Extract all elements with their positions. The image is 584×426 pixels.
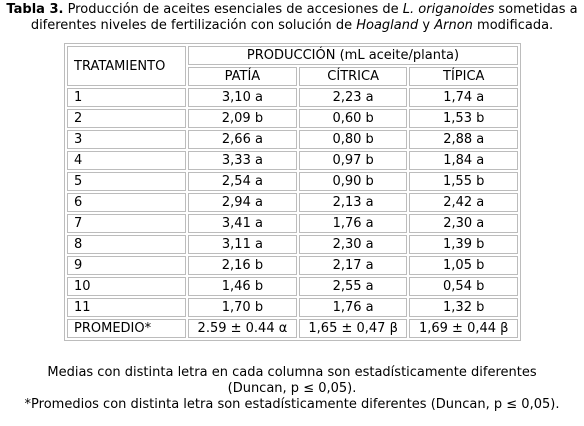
table-row <box>67 298 518 317</box>
value-cell: 1,74 a <box>409 88 518 107</box>
table-row <box>67 277 518 296</box>
value-cell: 1,76 a <box>299 298 408 317</box>
summary-value-cell: 2.59 ± 0.44 α <box>188 319 297 338</box>
production-table <box>64 43 521 341</box>
treatment-cell: 9 <box>67 256 186 275</box>
value-cell: 2,55 a <box>299 277 408 296</box>
value-cell: 0,80 b <box>299 130 408 149</box>
value-cell: 1,55 b <box>409 172 518 191</box>
treatment-cell: 7 <box>67 214 186 233</box>
table-notes <box>0 365 584 413</box>
value-cell: 2,23 a <box>299 88 408 107</box>
value-cell: 0,60 b <box>299 109 408 128</box>
table-row <box>67 214 518 233</box>
value-cell: 3,41 a <box>188 214 297 233</box>
value-cell: 2,66 a <box>188 130 297 149</box>
treatment-cell: 1 <box>67 88 186 107</box>
value-cell: 1,76 a <box>299 214 408 233</box>
treatment-cell: 2 <box>67 109 186 128</box>
caption-solution-1: Hoagland <box>356 18 419 33</box>
treatment-cell: 10 <box>67 277 186 296</box>
column-header-patia: PATÍA <box>188 67 297 86</box>
value-cell: 3,11 a <box>188 235 297 254</box>
summary-value-cell: 1,65 ± 0,47 β <box>299 319 408 338</box>
summary-row <box>67 319 518 338</box>
production-group-header: PRODUCCIÓN (mL aceite/planta) <box>188 46 518 65</box>
value-cell: 2,16 b <box>188 256 297 275</box>
note-line-2: (Duncan, p ≤ 0,05). <box>227 381 357 396</box>
value-cell: 2,54 a <box>188 172 297 191</box>
caption-text-4: modificada. <box>472 18 554 33</box>
treatment-cell: 11 <box>67 298 186 317</box>
table-caption <box>4 2 580 34</box>
value-cell: 3,33 a <box>188 151 297 170</box>
table-row <box>67 172 518 191</box>
table-row <box>67 256 518 275</box>
caption-species: L. origanoides <box>402 2 495 17</box>
value-cell: 1,70 b <box>188 298 297 317</box>
summary-label-cell: PROMEDIO* <box>67 319 186 338</box>
value-cell: 2,30 a <box>409 214 518 233</box>
value-cell: 1,32 b <box>409 298 518 317</box>
value-cell: 1,39 b <box>409 235 518 254</box>
value-cell: 2,09 b <box>188 109 297 128</box>
value-cell: 1,05 b <box>409 256 518 275</box>
header-row-1 <box>67 46 518 65</box>
treatment-cell: 3 <box>67 130 186 149</box>
note-line-1: Medias con distinta letra en cada columna son estadísticamente diferentes <box>47 365 537 380</box>
value-cell: 2,30 a <box>299 235 408 254</box>
caption-label: Tabla 3. <box>6 2 64 17</box>
treatment-cell: 5 <box>67 172 186 191</box>
value-cell: 1,84 a <box>409 151 518 170</box>
value-cell: 1,46 b <box>188 277 297 296</box>
table-row <box>67 130 518 149</box>
value-cell: 3,10 a <box>188 88 297 107</box>
summary-value-cell: 1,69 ± 0,44 β <box>409 319 518 338</box>
caption-text-1: Producción de aceites esenciales de accesiones de <box>63 2 403 17</box>
value-cell: 2,88 a <box>409 130 518 149</box>
treatment-cell: 4 <box>67 151 186 170</box>
column-header-citrica: CÍTRICA <box>299 67 408 86</box>
caption-text-2: sometidas a diferentes niveles de fertilización con solución de <box>30 2 578 33</box>
caption-text-3: y <box>418 18 435 33</box>
note-line-3: *Promedios con distinta letra son estadísticamente diferentes (Duncan, p ≤ 0,05). <box>24 397 560 412</box>
column-header-tipica: TÍPICA <box>409 67 518 86</box>
table-row <box>67 193 518 212</box>
value-cell: 0,90 b <box>299 172 408 191</box>
value-cell: 1,53 b <box>409 109 518 128</box>
treatment-header: TRATAMIENTO <box>67 46 186 86</box>
table-row <box>67 151 518 170</box>
caption-solution-2: Arnon <box>434 18 473 33</box>
value-cell: 2,42 a <box>409 193 518 212</box>
value-cell: 2,94 a <box>188 193 297 212</box>
treatment-cell: 8 <box>67 235 186 254</box>
value-cell: 0,54 b <box>409 277 518 296</box>
table-row <box>67 235 518 254</box>
value-cell: 2,17 a <box>299 256 408 275</box>
treatment-cell: 6 <box>67 193 186 212</box>
table-row <box>67 109 518 128</box>
value-cell: 0,97 b <box>299 151 408 170</box>
value-cell: 2,13 a <box>299 193 408 212</box>
table-row <box>67 88 518 107</box>
